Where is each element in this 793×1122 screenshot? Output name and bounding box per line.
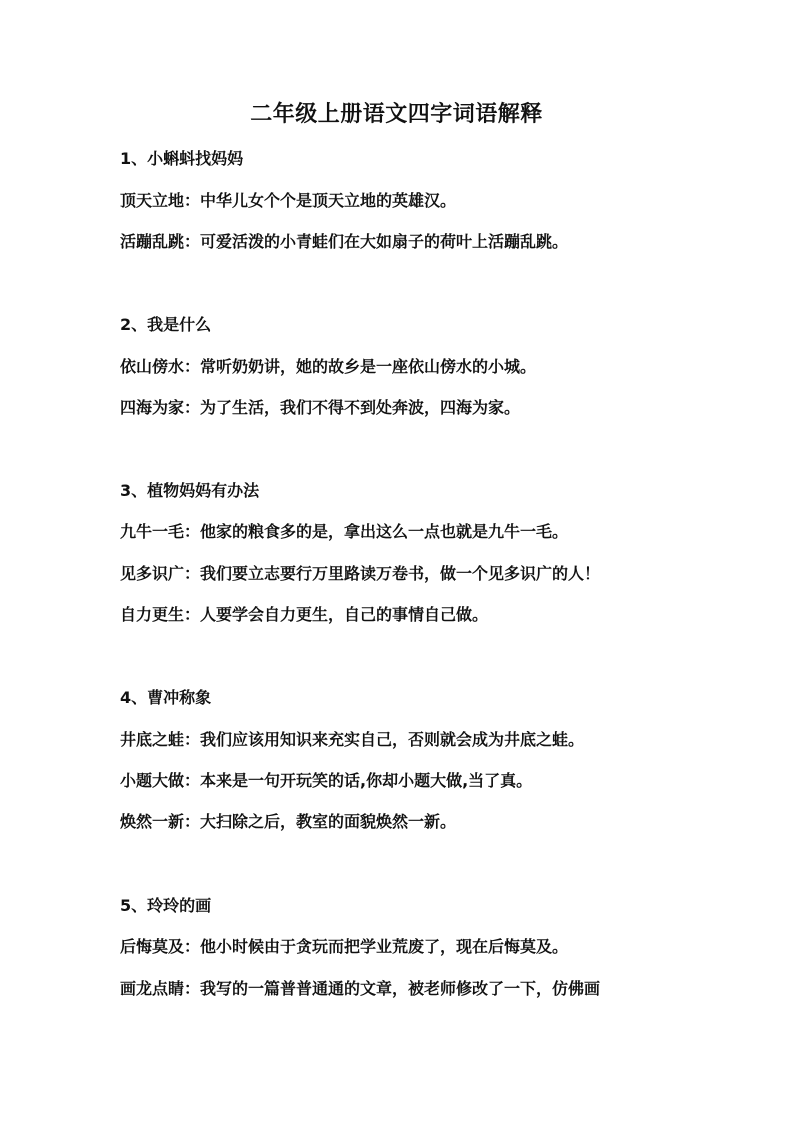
entry-sentence: 为了生活，我们不得不到处奔波，四海为家。 bbox=[200, 398, 521, 417]
entry-term: 后悔莫及： bbox=[120, 937, 201, 956]
entry-term: 顶天立地： bbox=[120, 191, 201, 210]
entry-line bbox=[120, 231, 568, 253]
section-heading-3: 3、植物妈妈有办法 bbox=[120, 481, 260, 500]
entry-sentence: 我们应该用知识来充实自己，否则就会成为井底之蛙。 bbox=[200, 730, 585, 749]
entry-line bbox=[120, 978, 600, 1000]
entry-term: 画龙点睛： bbox=[120, 979, 201, 998]
entry-sentence: 他家的粮食多的是，拿出这么一点也就是九牛一毛。 bbox=[200, 522, 569, 541]
entry-sentence: 大扫除之后，教室的面貌焕然一新。 bbox=[200, 812, 457, 831]
document-title: 二年级上册语文四字词语解释 bbox=[250, 102, 543, 127]
section-heading-5: 5、玲玲的画 bbox=[120, 896, 212, 915]
entry-line bbox=[120, 770, 532, 792]
entry-line bbox=[120, 936, 568, 958]
entry-sentence: 本来是一句开玩笑的话,你却小题大做,当了真。 bbox=[200, 771, 533, 790]
entry-line bbox=[120, 604, 488, 626]
section-heading-1: 1、小蝌蚪找妈妈 bbox=[120, 149, 244, 168]
entry-sentence: 我写的一篇普普通通的文章，被老师修改了一下，仿佛画 bbox=[200, 979, 601, 998]
entry-sentence: 可爱活泼的小青蛙们在大如扇子的荷叶上活蹦乱跳。 bbox=[200, 232, 569, 251]
entry-term: 九牛一毛： bbox=[120, 522, 201, 541]
entry-sentence: 我们要立志要行万里路读万卷书，做一个见多识广的人！ bbox=[200, 564, 601, 583]
entry-term: 四海为家： bbox=[120, 398, 201, 417]
entry-line bbox=[120, 397, 520, 419]
entry-term: 自力更生： bbox=[120, 605, 201, 624]
entry-sentence: 常听奶奶讲，她的故乡是一座依山傍水的小城。 bbox=[200, 357, 537, 376]
entry-term: 小题大做： bbox=[120, 771, 201, 790]
section-heading-2: 2、我是什么 bbox=[120, 315, 212, 334]
entry-term: 井底之蛙： bbox=[120, 730, 201, 749]
entry-term: 焕然一新： bbox=[120, 812, 201, 831]
entry-sentence: 他小时候由于贪玩而把学业荒废了，现在后悔莫及。 bbox=[200, 937, 569, 956]
entry-line bbox=[120, 811, 456, 833]
section-heading-4: 4、曹冲称象 bbox=[120, 688, 212, 707]
entry-sentence: 人要学会自力更生，自己的事情自己做。 bbox=[200, 605, 489, 624]
entry-sentence: 中华儿女个个是顶天立地的英雄汉。 bbox=[200, 191, 457, 210]
entry-term: 见多识广： bbox=[120, 564, 201, 583]
entry-line bbox=[120, 356, 536, 378]
entry-line bbox=[120, 563, 600, 585]
entry-line bbox=[120, 190, 456, 212]
entry-line bbox=[120, 521, 568, 543]
entry-line bbox=[120, 729, 584, 751]
entry-term: 活蹦乱跳： bbox=[120, 232, 201, 251]
entry-term: 依山傍水： bbox=[120, 357, 201, 376]
